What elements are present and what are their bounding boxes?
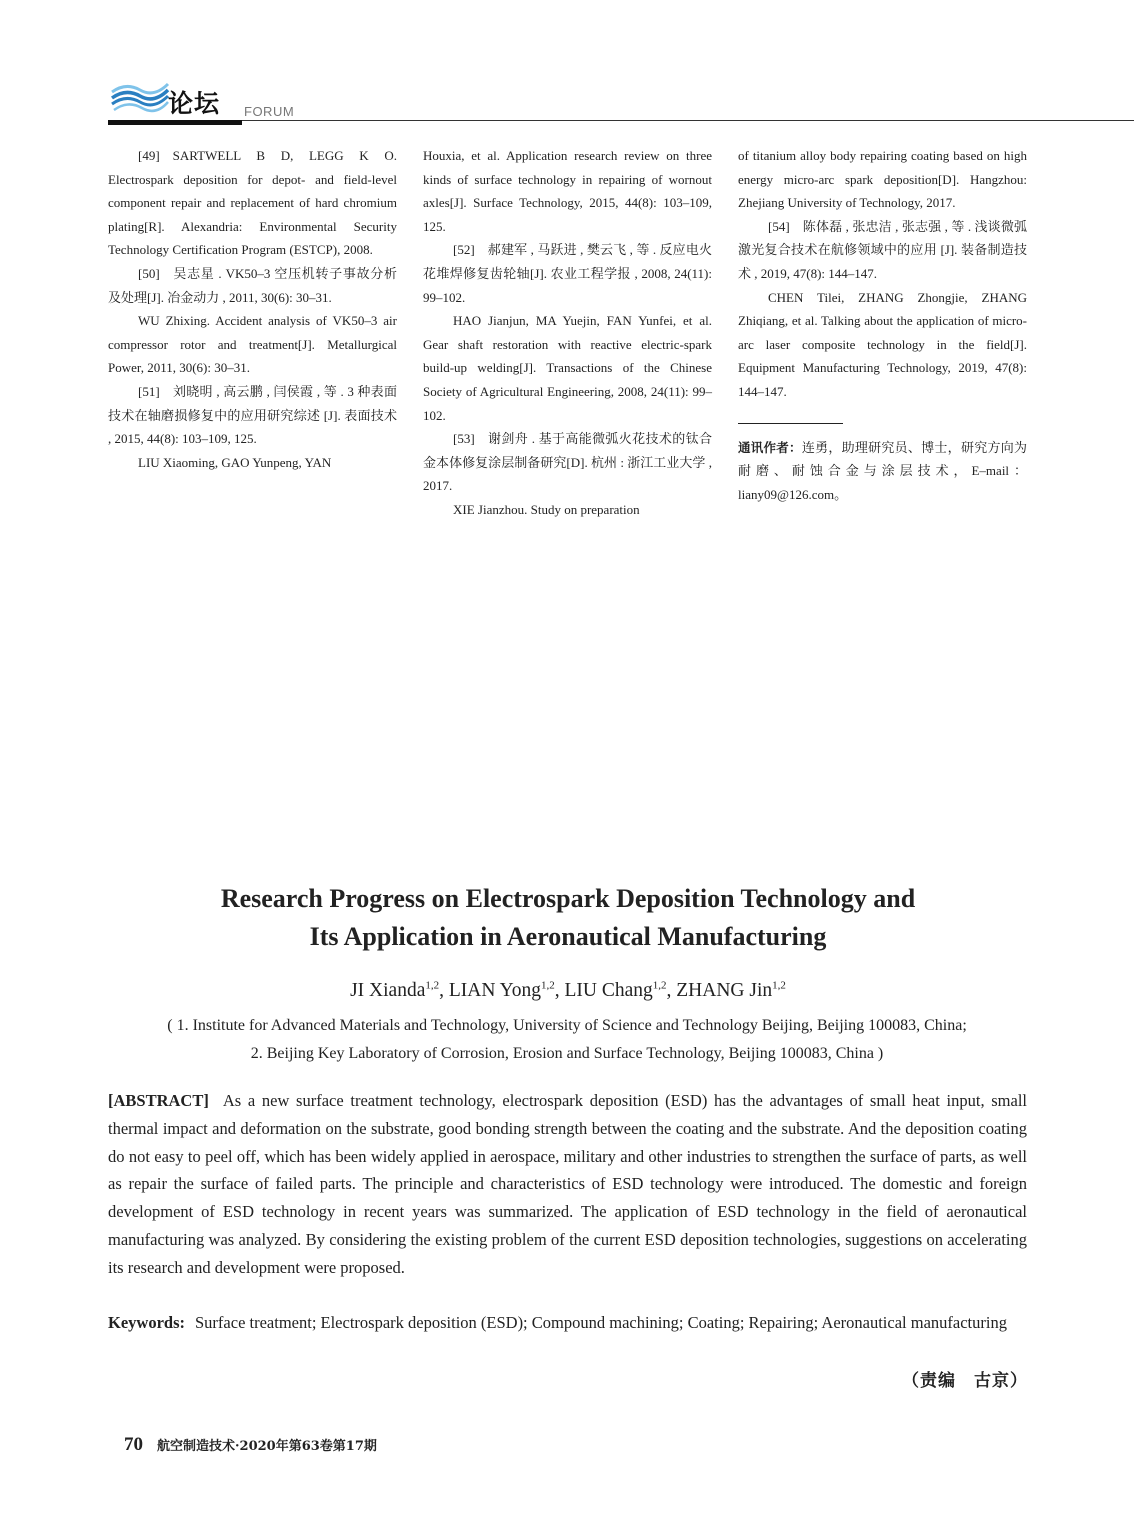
footnote-rule	[738, 423, 843, 424]
reference-item: [49] SARTWELL B D, LEGG K O. Electrospark deposition for depot- and field-level component repair and replacement of hard chromium plating[R]. Alexandria: Environmental Security Technology Certification Program (ESTCP), 2008.	[108, 148, 397, 258]
reference-item: WU Zhixing. Accident analysis of VK50–3 air compressor rotor and treatment[J]. Metallurgical Power, 2011, 30(6): 30–31.	[108, 313, 397, 376]
affiliation-line: 2. Beijing Key Laboratory of Corrosion, Erosion and Surface Technology, Beijing 100083, China )	[250, 1045, 884, 1062]
header-rule	[108, 120, 1134, 121]
author-name: LIU Chang	[564, 980, 653, 1001]
reference-continuation: of titanium alloy body repairing coating based on high energy micro-arc spark deposition[D]. Hangzhou: Zhejiang University of Technology, 2017.	[738, 148, 1027, 211]
affiliation-marker: 1,2	[772, 979, 786, 992]
header-rule-accent	[108, 120, 242, 125]
reference-item: [51] 刘晓明 , 高云鹏 , 闫侯霞 , 等 . 3 种表面技术在轴磨损修复中的应用研究综述 [J]. 表面技术 , 2015, 44(8): 103–109, 125.	[108, 383, 397, 447]
section-title: 论坛	[168, 89, 221, 118]
abstract-text: As a new surface treatment technology, electrospark deposition (ESD) has the advantages of small heat input, small thermal impact and deformation on the substrate, good bonding strength between the coating and the substrate. And the deposition coating do not easy to peel off, which has been widely applied in aerospace, military and other industries to strengthen the surface of parts, as well as repair the surface of failed parts. The principle and characteristics of ESD technology were introduced. The domestic and foreign development of ESD technology in recent years was summarized. The application of ESD technology in the field of aeronautical manufacturing was analyzed. By considering the existing problem of the current ESD deposition technologies, suggestions on accelerating its research and development were proposed.	[108, 1091, 1027, 1277]
article-title	[108, 880, 1028, 956]
reference-item: CHEN Tilei, ZHANG Zhongjie, ZHANG Zhiqiang, et al. Talking about the application of micro-arc laser composite technology in the field[J]. Equipment Manufacturing Technology, 2019, 47(8): 144–147.	[738, 289, 1027, 399]
keywords-label: Keywords:	[108, 1313, 185, 1332]
affiliation-marker: 1,2	[652, 979, 667, 992]
author-name: LIAN Yong	[448, 980, 541, 1001]
affiliation-line: ( 1. Institute for Advanced Materials and Technology, University of Science and Technology Beijing, Beijing 100083, China;	[167, 1017, 967, 1034]
author-list: JI Xianda$^{1,2}$, LIAN Yong$^{1,2}$, LIU Chang$^{1,2}$, ZHANG Jin$^{1,2}$	[350, 979, 786, 1001]
keywords	[108, 1309, 1027, 1337]
page-header	[0, 0, 1134, 130]
author-name: JI Xianda	[350, 980, 426, 1001]
title-line: Research Progress on Electrospark Deposition Technology and	[220, 884, 916, 913]
title-line: Its Application in Aeronautical Manufacturing	[309, 922, 827, 951]
affiliation-marker: 1,2	[425, 979, 440, 992]
abstract	[108, 1087, 1027, 1282]
author-note-label: 通讯作者：	[738, 439, 802, 455]
affiliation-marker: 1,2	[540, 979, 555, 992]
keywords-text: Surface treatment; Electrospark deposition (ESD); Compound machining; Coating; Repairing; Aeronautical manufacturing	[195, 1313, 1007, 1332]
reference-item: XIE Jianzhou. Study on preparation	[453, 501, 640, 517]
author-name: ZHANG Jin	[676, 980, 773, 1001]
reference-item: [54] 陈体磊 , 张忠洁 , 张志强 , 等 . 浅谈微弧激光复合技术在航修领域中的应用 [J]. 装备制造技术 , 2019, 47(8): 144–147.	[738, 218, 1027, 281]
abstract-label: [ABSTRACT]	[108, 1091, 209, 1110]
references-column-1	[108, 144, 397, 474]
reference-item: [52] 郝建军 , 马跃进 , 樊云飞 , 等 . 反应电火花堆焊修复齿轮轴[J]. 农业工程学报 , 2008, 24(11): 99–102.	[423, 242, 712, 305]
reference-item: [53] 谢剑舟 . 基于高能微弧火花技术的钛合金本体修复涂层制备研究[D]. 杭州 : 浙江工业大学 , 2017.	[423, 431, 712, 494]
journal-citation: 航空制造技术·2020年第63卷第17期	[157, 1439, 377, 1454]
author-note	[738, 436, 1027, 507]
author-note-text: 连勇，助理研究员、博士，研究方向为耐磨、耐蚀合金与涂层技术，E–mail：liany09@126.com。	[738, 439, 1027, 502]
affiliations	[60, 1012, 1074, 1068]
reference-continuation: Houxia, et al. Application research review on three kinds of surface technology in repairing of wornout axles[J]. Surface Technology, 2015, 44(8): 103–109, 125.	[423, 148, 712, 234]
editor-credit: （责编 古京）	[902, 1371, 1028, 1391]
references-column-3	[738, 144, 1027, 506]
wave-logo-icon	[110, 78, 170, 118]
section-subtitle: FORUM	[244, 104, 295, 119]
page-number: 70	[124, 1434, 143, 1455]
page-footer	[124, 1434, 377, 1456]
references-column-2	[423, 144, 712, 522]
reference-item: [50] 吴志星 . VK50–3 空压机转子事故分析及处理[J]. 冶金动力 , 2011, 30(6): 30–31.	[108, 265, 397, 305]
reference-item: LIU Xiaoming, GAO Yunpeng, YAN	[138, 454, 332, 470]
reference-item: HAO Jianjun, MA Yuejin, FAN Yunfei, et al. Gear shaft restoration with reactive electric-spark build-up welding[J]. Transactions of the Chinese Society of Agricultural Engineering, 2008, 24(11): 99–102.	[423, 313, 712, 423]
